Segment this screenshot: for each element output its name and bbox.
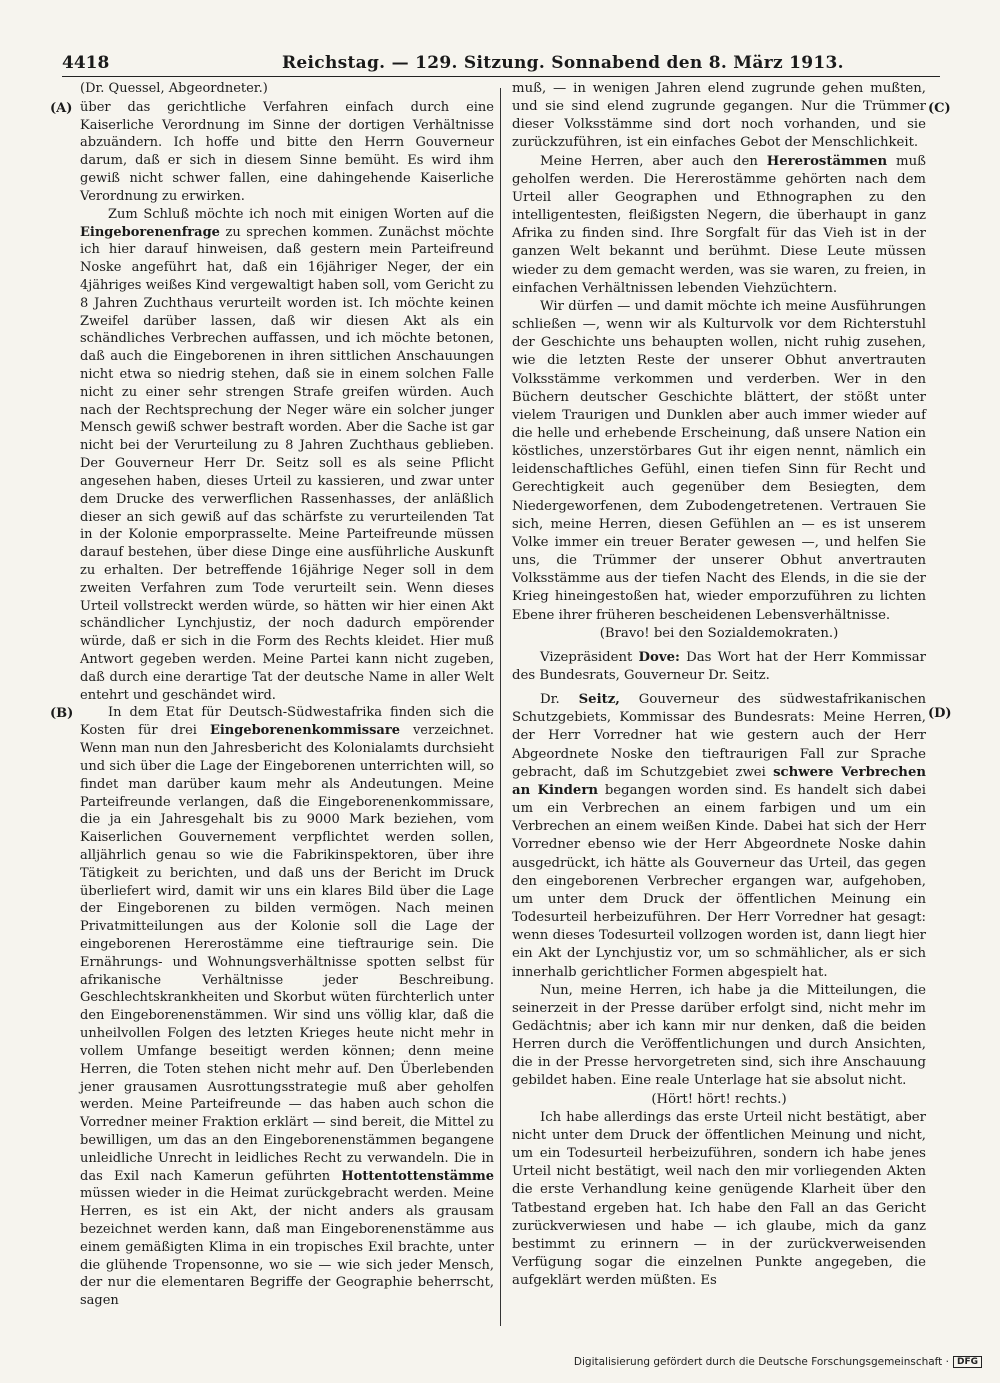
applause-note: (Bravo! bei den Sozialdemokraten.) [599, 625, 839, 641]
paragraph [512, 153, 926, 298]
page-header [62, 50, 940, 77]
digitization-credit [574, 1356, 982, 1368]
emphasis: Eingeborenenfrage [80, 224, 220, 240]
applause-note: (Hört! hört! rechts.) [651, 1091, 787, 1107]
paragraph [512, 649, 926, 685]
paragraph: muß, — in wenigen Jahren elend zugrunde gehen mußten, und sie sind elend zugrunde gegangen. Nur die Trümmer dieser Volksstämme sind dort noch vorhanden, und sie zurückzuführen, ist ein einfaches Gebot der Menschlichkeit. [512, 81, 926, 151]
margin-marker-a: (A) [50, 101, 73, 116]
margin-marker-b: (B) [50, 706, 74, 721]
text-run: Vizepräsident [540, 649, 639, 665]
emphasis: Hererostämmen [766, 153, 888, 169]
paragraph [512, 691, 926, 982]
left-column [80, 80, 494, 1310]
text-run: Gouverneur des südwestafrikanischen Schutzgebiets, Kommissar des Bundesrats: Meine Herren, der Herr Vorredner hat wie gestern auch der Herr Abgeordnete Noske den tieftraurigen Fall zur Sprache gebracht, daß im Schutzgebiet zwei [512, 692, 926, 780]
text-run: Zum Schluß möchte ich noch mit einigen Worten auf die [108, 206, 494, 222]
column-divider [500, 88, 501, 1326]
page-number: 4418 [62, 53, 110, 73]
emphasis: schwere Verbrechen an Kindern [512, 764, 927, 798]
speaker-note: (Dr. Quessel, Abgeordneter.) [80, 81, 268, 96]
text-run: muß geholfen werden. Die Hererostämme gehörten nach dem Urteil aller Geographen und Ethnographen zu den intelligentesten, fleißigsten Negern, die überhaupt in ganz Afrika zu finden sind. Ihre Sorgfalt für das Vieh ist in der ganzen Welt bekannt und berühmt. Diese Leute müssen wieder zu dem gemacht werden, was sie waren, zu freien, in einfachen Verhältnissen lebenden Viehzüchtern. [512, 153, 926, 296]
paragraph: Ich habe allerdings das erste Urteil nicht bestätigt, aber nicht unter dem Druck der öffentlichen Meinung und nicht, um ein Todesurteil herbeizuführen, sondern ich habe jenes Urteil nicht bestätigt, weil nach den mir vorliegenden Akten die erste Verhandlung keine genügende Klarheit über den Tatbestand ergeben hat. Ich habe den Fall an das Gericht zurückverwiesen und habe — ich glaube, mich da ganz bestimmt zu erinnern — in der zurückverweisenden Verfügung sogar die einzelnen Punkte angegeben, die aufgeklärt werden müßten. Es [512, 1109, 926, 1289]
emphasis: Hottentottenstämme [341, 1168, 494, 1184]
text-run: begangen worden sind. Es handelt sich dabei um ein Verbrechen an einem farbigen und um ein Verbrechen an einem weißen Kinde. Dabei hat sich der Herr Vorredner ebenso wie der Herr Abgeordnete Noske dahin ausgedrückt, ich hätte als Gouverneur das Urteil, das gegen den eingeborenen Verbrecher ergangen war, aufgehoben, um unter dem Druck der öffentlichen Meinung ein Todesurteil herbeizuführen. Der Herr Vorredner hat gesagt: wenn dieses Todesurteil vollzogen worden ist, dann liegt hier ein Akt der Lynchjustiz vor, um so schmählicher, als er sich innerhalb gerichtlicher Formen abgespielt hat. [512, 782, 927, 980]
text-run: In dem Etat für Deutsch-Südwestafrika finden sich die Kosten für drei [80, 705, 494, 739]
text-run: Dr. [540, 692, 579, 708]
paragraph [80, 704, 494, 1310]
dfg-logo: DFG [953, 1356, 982, 1368]
speaker-name: Dove: [638, 649, 680, 665]
page-title: Reichstag. — 129. Sitzung. Sonnabend den 8. März 1913. [282, 53, 844, 73]
right-column [512, 80, 926, 1290]
paragraph: Nun, meine Herren, ich habe ja die Mitteilungen, die seinerzeit in der Presse darüber erfolgt sind, nicht mehr im Gedächtnis; aber ich kann mir nur denken, daß die beiden Herren durch die Veröffentlichungen und durch Ansichten, die in der Presse hervorgetreten sind, sich ihre Anschauung gebildet haben. Eine reale Unterlage hat sie absolut nicht. [512, 982, 926, 1089]
paragraph: über das gerichtliche Verfahren einfach durch eine Kaiserliche Verordnung im Sinne der dortigen Verhältnisse abzuändern. Ich hoffe und bitte den Herrn Gouverneur darum, daß er sich in diesem Sinne bemüht. Es wird ihm gewiß nicht schwer fallen, eine dahingehende Kaiserliche Verordnung zu erwirken. [80, 99, 494, 204]
text-run: Meine Herren, aber auch den [540, 153, 767, 169]
credit-text: Digitalisierung gefördert durch die Deutsche Forschungsgemeinschaft · [573, 1356, 949, 1368]
paragraph [80, 206, 494, 705]
text-run: zu sprechen kommen. Zunächst möchte ich hier darauf hinweisen, daß gestern mein Parteifreund Noske angeführt hat, daß ein 16jähriger Neger, der ein 4jähriges weißes Kind vergewaltigt haben soll, vom Gericht zu 8 Jahren Zuchthaus verurteilt worden ist. Ich möchte keinen Zweifel darüber lassen, daß wir diesen Akt als ein schändliches Verbrechen auffassen, und ich möchte betonen, daß auch die Eingeborenen in ihren sittlichen Anschauungen nicht etwa so niedrig stehen, daß sie in einem solchen Falle nicht zu einer sehr strengen Strafe greifen würden. Auch nach der Rechtsprechung der Neger wäre ein solcher junger Mensch gewiß schwer bestraft worden. Aber die Sache ist gar nicht bei der Verurteilung zu 8 Jahren Zuchthaus geblieben. Der Gouverneur Herr Dr. Seitz soll es als seine Pflicht angesehen haben, dieses Urteil zu kassieren, und zwar unter dem Drucke des verwerflichen Rassenhasses, der anläßlich dieser an sich gewiß auf das schärfste zu verurteilenden Tat in der Kolonie emporprasselte. Meine Parteifreunde müssen darauf bestehen, über diese Dinge eine ausführliche Auskunft zu erhalten. Der betreffende 16jährige Neger soll in dem zweiten Verfahren zum Tode verurteilt sein. Wenn dieses Urteil vollstreckt werden würde, so hätten wir hier einen Akt schändlicher Lynchjustiz, der noch dadurch empörender würde, daß er sich in die Form des Rechts kleidet. Hier muß Antwort gegeben werden. Meine Partei kann nicht zugeben, daß durch eine derartige Tat der deutsche Name in aller Welt entehrt und geschändet wird. [80, 224, 494, 703]
paragraph: Wir dürfen — und damit möchte ich meine Ausführungen schließen —, wenn wir als Kulturvolk vor dem Richterstuhl der Geschichte uns behaupten wollen, nicht ruhig zusehen, wie die letzten Reste der unserer Obhut anvertrauten Volksstämme verkommen und verderben. Wer in den Büchern deutscher Geschichte blättert, der stößt unter vielem Traurigen und Dunklen aber auch immer wieder auf die helle und erhebende Erscheinung, daß unsere Nation ein köstliches, unzerstörbares Gut ihr eigen nennt, nämlich ein leidenschaftliches Gefühl, einen tiefen Sinn für Recht und Gerechtigkeit auch gegenüber dem Besiegten, dem Niedergeworfenen, dem Zubodengetretenen. Vertrauen Sie sich, meine Herren, diesen Gefühlen an — es ist unserem Volke immer ein treuer Berater gewesen —, und helfen Sie uns, die Trümmer der unserer Obhut anvertrauten Volksstämme aus der tiefen Nacht des Elends, in die sie der Krieg hineingestoßen hat, wieder emporzuführen zu lichten Ebene ihrer früheren bescheidenen Lebensverhältnisse. [512, 298, 926, 623]
text-run: Das Wort hat der Herr Kommissar des Bundesrats, Gouverneur Dr. Seitz. [512, 649, 926, 683]
emphasis: Eingeborenenkommissare [209, 723, 400, 739]
speaker-name: Seitz, [578, 692, 620, 708]
text-run: müssen wieder in die Heimat zurückgebracht werden. Meine Herren, es ist ein Akt, der nicht anders als grausam bezeichnet werden kann, daß man Eingeborenenstämme aus einem gemäßigten Klima in ein tropisches Exil brachte, unter die glühende Tropensonne, wo sie — wie sich jeder Mensch, der nur die elementaren Begriffe der Geographie beherrscht, sagen [80, 1186, 494, 1309]
margin-marker-c: (C) [928, 101, 951, 116]
margin-marker-d: (D) [928, 706, 952, 721]
text-run: verzeichnet. Wenn man nun den Jahresbericht des Kolonialamts durchsieht und sich über die Lage der Eingeborenen unterrichten will, so findet man darüber kaum mehr als Andeutungen. Meine Parteifreunde verlangen, daß die Eingeborenenkommissare, die ja ein Jahresgehalt bis zu 9000 Mark beziehen, vom Kaiserlichen Gouvernement verpflichtet werden sollen, alljährlich genau so wie die Fabrikinspektoren, über ihre Tätigkeit zu berichten, und daß uns der Bericht im Druck überliefert wird, damit wir uns ein klares Bild über die Lage der Eingeborenen zu bilden vermögen. Nach meinen Privatmitteilungen aus der Kolonie soll die Lage der eingeborenen Hererostämme eine tieftraurige sein. Die Ernährungs- und Wohnungsverhältnisse spotten selbst für afrikanische Verhältnisse jeder Beschreibung. Geschlechtskrankheiten und Skorbut wüten fürchterlich unter den Eingeborenenstämmen. Wir sind uns völlig klar, daß die unheilvollen Folgen des letzten Krieges heute nicht mehr in vollem Umfange beseitigt werden können; denn meine Herren, die Toten stehen nicht mehr auf. Den Überlebenden jener grausamen Ausrottungsstrategie muß aber geholfen werden. Meine Parteifreunde — das haben auch schon die Vorredner meiner Fraktion erklärt — sind bereit, die Mittel zu bewilligen, um das an den Eingeborenenstämmen begangene unleidliche Unrecht in leidliches Recht zu verwandeln. Die in das Exil nach Kamerun geführten [80, 723, 494, 1184]
